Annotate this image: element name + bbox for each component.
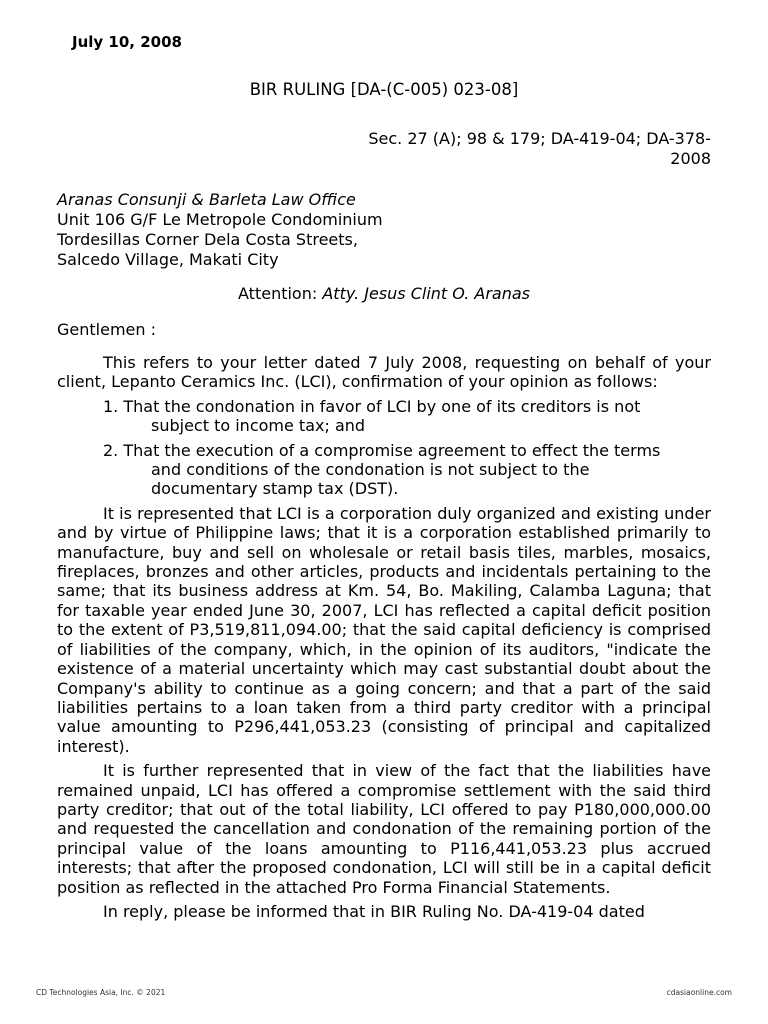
- body-paragraph-1: This refers to your letter dated 7 July 2008, requesting on behalf of your client, Lepanto Ceramics Inc. (LCI), confirmation of your opinion as follows:: [57, 353, 711, 392]
- addressee-line-1: Unit 106 G/F Le Metropole Condominium: [57, 210, 383, 229]
- body-paragraph-3: It is further represented that in view of the fact that the liabilities have remained unpaid, LCI has offered a compromise settlement with the said third party creditor; that out of the total liability, LCI offered to pay P180,000,000.00 and requested the cancellation and condonation of the remaining portion of the principal value of the loans amounting to P116,441,053.23 plus accrued interests; that after the proposed condonation, LCI will still be in a capital deficit position as reflected in the attached Pro Forma Financial Statements.: [57, 761, 711, 897]
- ruling-date: July 10, 2008: [72, 33, 182, 51]
- ruling-title: BIR RULING [DA-(C-005) 023-08]: [249, 80, 519, 99]
- opinion-item-2: 2. That the execution of a compromise agreement to effect the terms and conditions of the condonation is not subject to the documentary stamp tax (DST).: [103, 440, 661, 499]
- attention-line: [0, 284, 768, 304]
- opinion-item-1: 1. That the condonation in favor of LCI by one of its creditors is not subject to income tax; and: [103, 396, 641, 436]
- salutation: Gentlemen :: [57, 320, 156, 339]
- section-references: Sec. 27 (A); 98 & 179; DA-419-04; DA-378-2008: [368, 129, 711, 168]
- attention-name: Atty. Jesus Clint O. Aranas: [322, 284, 530, 303]
- body-paragraph-4: In reply, please be informed that in BIR Ruling No. DA-419-04 dated: [103, 901, 645, 921]
- body-paragraph-2: It is represented that LCI is a corporation duly organized and existing under and by virtue of Philippine laws; that it is a corporation established primarily to manufacture, buy and sell on wholesale or retail basis tiles, marbles, mosaics, fireplaces, bronzes and other articles, products and incidentals pertaining to the same; that its business address at Km. 54, Bo. Makiling, Calamba Laguna; that for taxable year ended June 30, 2007, LCI has reflected a capital deficit position to the extent of P3,519,811,094.00; that the said capital deficiency is comprised of liabilities of the company, which, in the opinion of its auditors, "indicate the existence of a material uncertainty which may cast substantial doubt about the Company's ability to continue as a going concern; and that a part of the said liabilities pertains to a loan taken from a third party creditor with a principal value amounting to P296,441,053.23 (consisting of principal and capitalized interest).: [57, 503, 711, 756]
- addressee-block: [57, 190, 711, 270]
- addressee-line-3: Salcedo Village, Makati City: [57, 250, 279, 269]
- footer-website: cdasiaonline.com: [666, 988, 732, 997]
- addressee-firm: Aranas Consunji & Barleta Law Office: [57, 190, 356, 209]
- footer-copyright: CD Technologies Asia, Inc. © 2021: [36, 988, 166, 997]
- letter-body: [57, 353, 711, 926]
- opinion-list: [57, 397, 711, 499]
- attention-label: Attention:: [238, 284, 318, 303]
- addressee-line-2: Tordesillas Corner Dela Costa Streets,: [57, 230, 358, 249]
